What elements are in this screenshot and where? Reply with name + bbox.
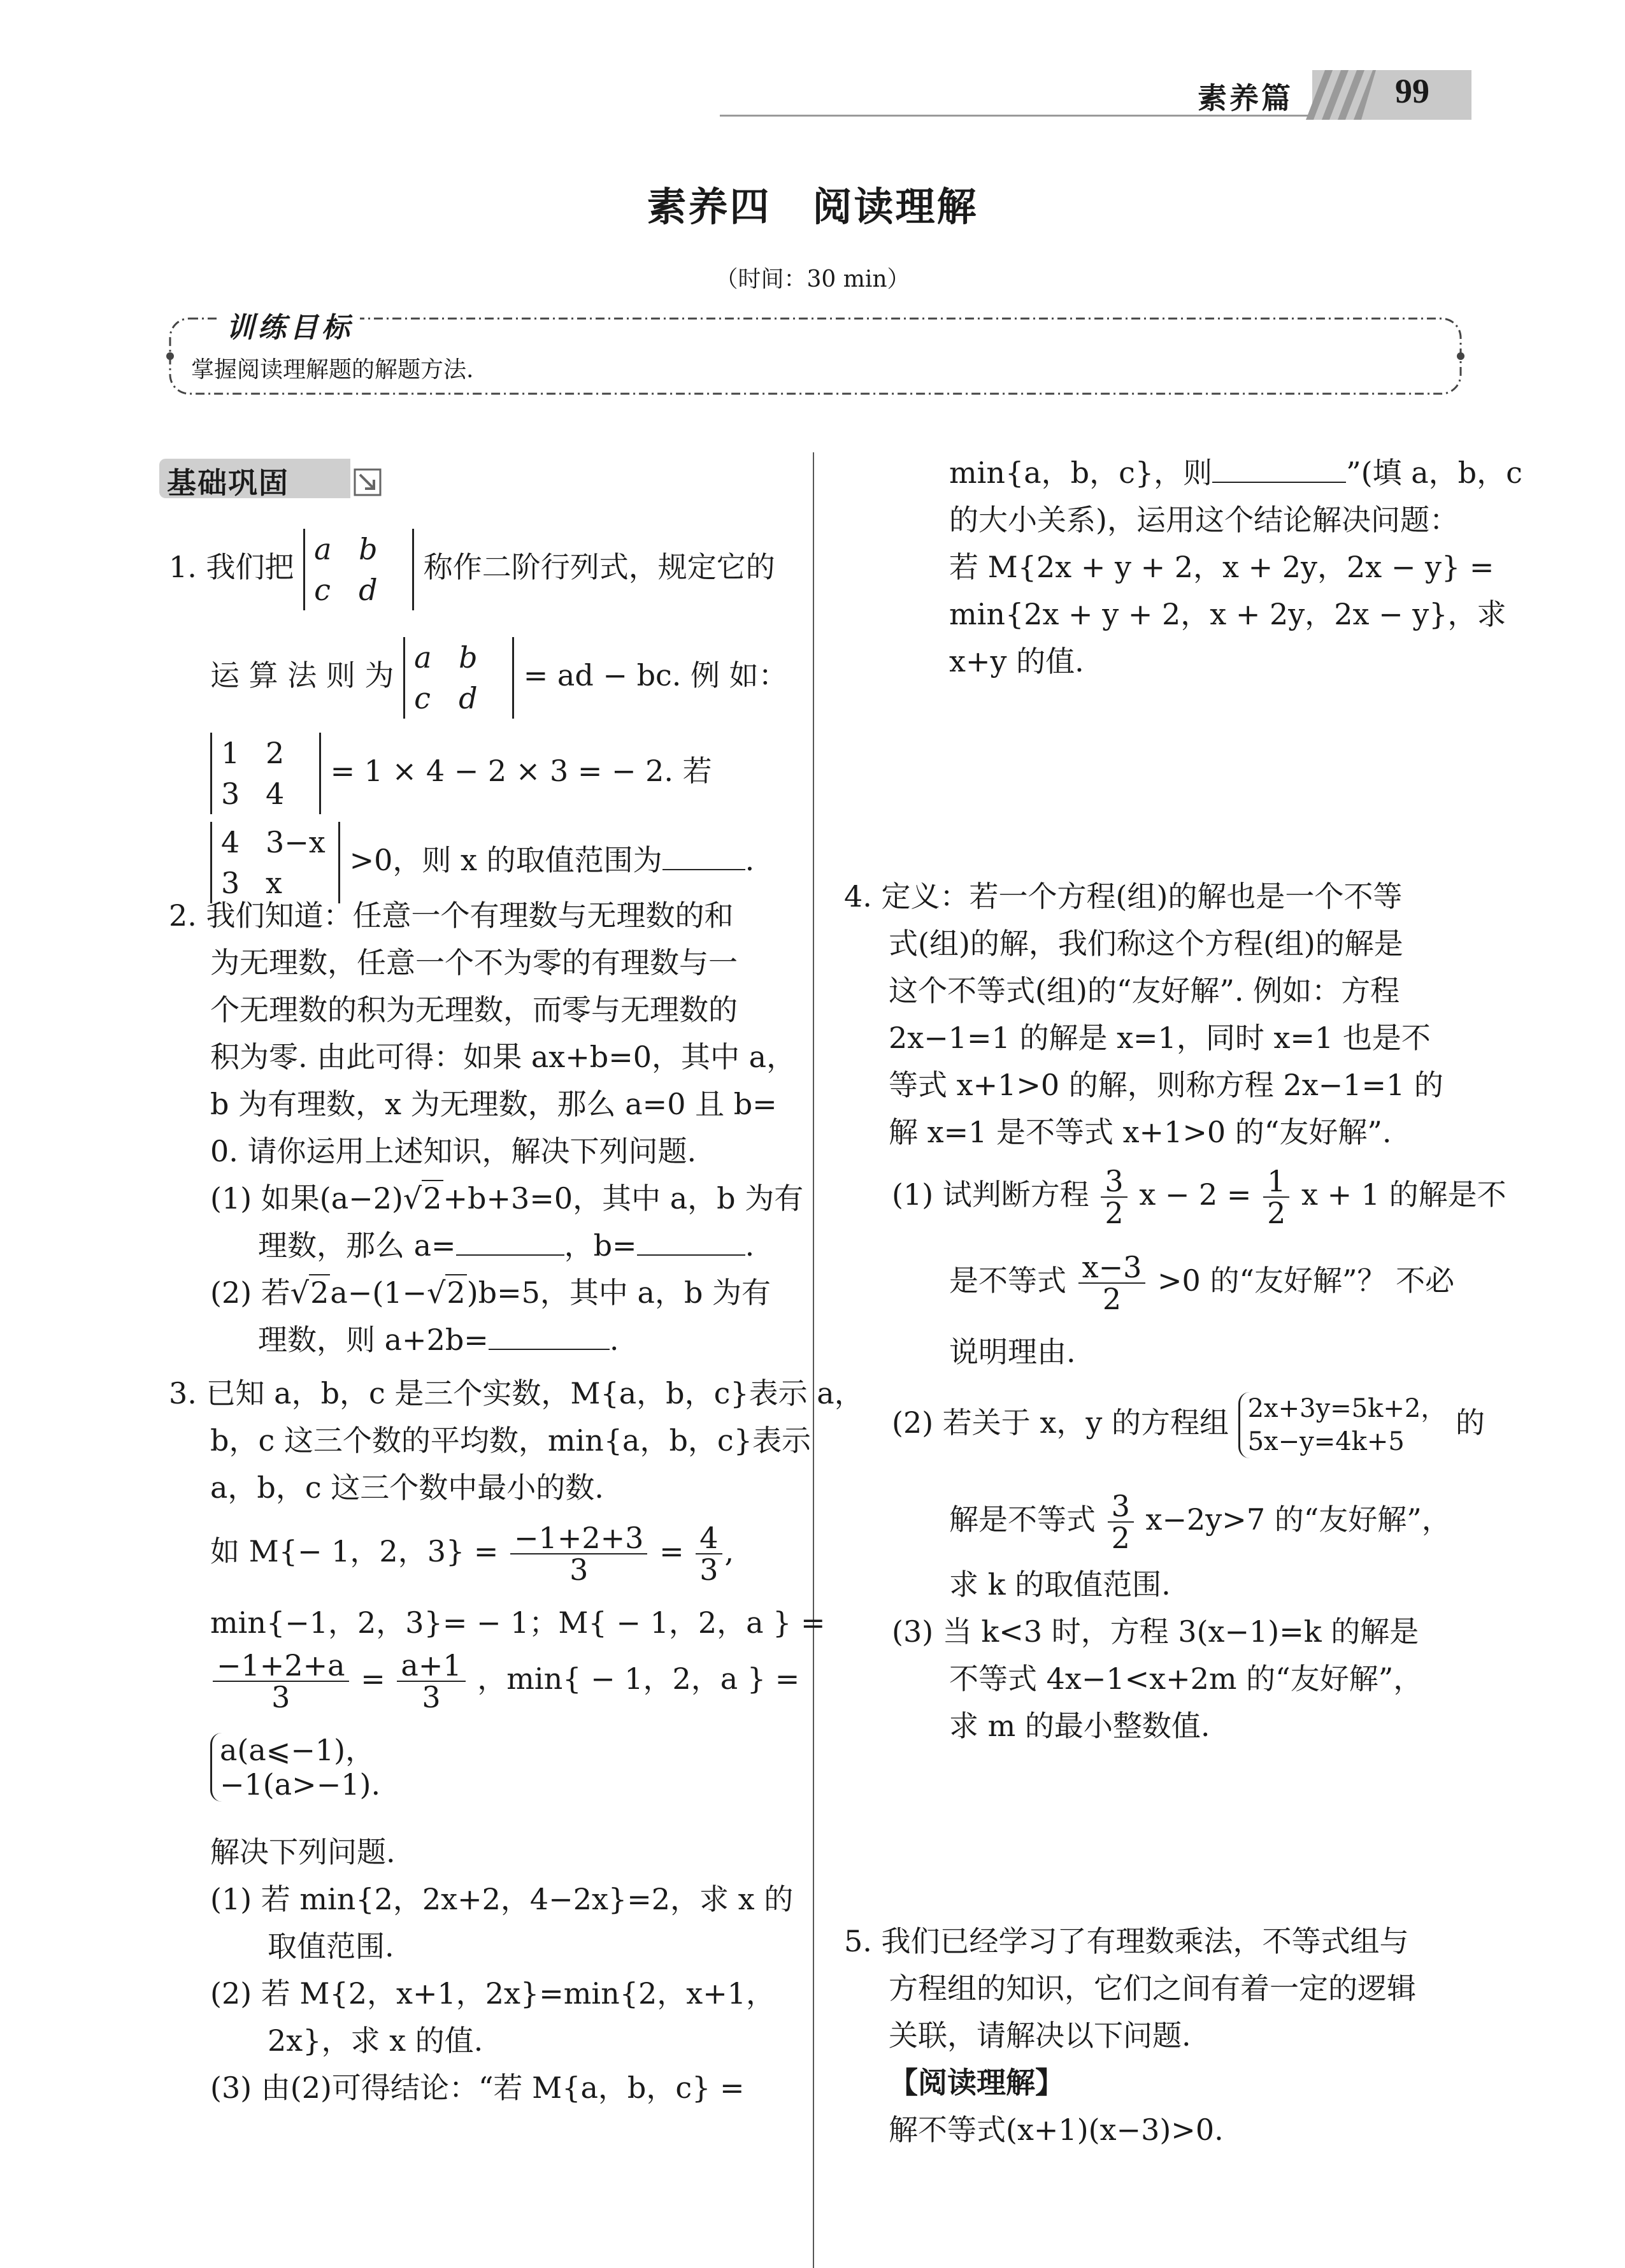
q5-number: 5. <box>844 1924 872 1958</box>
q3-frac4 <box>397 1650 465 1712</box>
q3-p2a: (2) 若 M{2，x+1，2x}=min{2，x+1， <box>210 1976 776 2011</box>
q2-p2a: (2) 若 <box>210 1275 290 1310</box>
q1-line4 <box>210 822 754 903</box>
q3-line: b，c 这三个数的平均数，min{a，b，c}表示 <box>210 1423 811 1458</box>
q5-subheading: 【阅读理解】 <box>889 2065 1064 2100</box>
q3-ex1a: 如 M{− 1，2，3} = <box>210 1534 499 1568</box>
det-cell: 1 <box>221 736 240 770</box>
q4-line: 定义：若一个方程(组)的解也是一个不等 <box>881 879 1403 914</box>
arrow-down-right-icon <box>354 468 382 496</box>
q3-p3e: 若 M{2x + y + 2，x + 2y，2x − y} = <box>949 550 1494 584</box>
frac-num: 1 <box>1263 1166 1289 1198</box>
q2-blank-b[interactable] <box>637 1229 745 1256</box>
q1-det-abcd <box>303 529 414 610</box>
system-eq: 5x−y=4k+5 <box>1247 1427 1405 1456</box>
q4-line: 式(组)的解，我们称这个方程(组)的解是 <box>889 926 1403 961</box>
q3-line: 已知 a，b，c 是三个实数，M{a，b，c}表示 a， <box>206 1376 864 1410</box>
q3-ex3f: ，min{ − 1，2，a } = <box>477 1662 800 1696</box>
q2-blank-a[interactable] <box>456 1229 564 1256</box>
q4-number: 4. <box>844 879 872 914</box>
goal-label: 训练目标 <box>220 305 360 345</box>
frac-num: 3 <box>1101 1166 1127 1198</box>
q1-text-d: = ad − bc. 例 如： <box>523 658 788 693</box>
q3-p3a: (3) 由(2)可得结论：“若 M{a，b，c} = <box>210 2071 745 2105</box>
q5-line: 关联，请解决以下问题. <box>889 2018 1191 2053</box>
q3-p3f: min{2x + y + 2，x + 2y，2x − y}，求 <box>949 597 1507 631</box>
q4-line: 解 x=1 是不等式 x+1>0 的“友好解”. <box>889 1115 1392 1149</box>
q1-text-a: 我们把 <box>206 550 294 584</box>
q2-line: 积为零. 由此可得：如果 ax+b=0，其中 a， <box>210 1040 796 1074</box>
q3-p3d: 的大小关系)，运用这个结论解决问题： <box>949 503 1459 537</box>
q2-line: 个无理数的积为无理数，而零与无理数的 <box>210 993 738 1027</box>
q4-p1a: (1) 试判断方程 <box>892 1177 1089 1212</box>
q2-block <box>169 892 803 1363</box>
frac-den: 3 <box>569 1553 589 1587</box>
q1-det-x <box>210 822 340 903</box>
q4-p1d: 是不等式 <box>949 1263 1066 1298</box>
q1-line1 <box>169 529 775 610</box>
frac-den: 3 <box>699 1553 719 1587</box>
q3-p1a: (1) 若 min{2，2x+2，4−2x}=2，求 x 的 <box>210 1882 794 1916</box>
time-limit: （时间：30 min） <box>715 266 910 292</box>
q1-text-f: >0，则 x 的取值范围为 <box>349 843 662 877</box>
det-cell: c <box>414 681 431 715</box>
q4-part1-line3: 说明理由. <box>949 1335 1076 1369</box>
frac-den: 2 <box>1267 1196 1286 1230</box>
q1-text-e: = 1 × 4 − 2 × 3 = − 2. 若 <box>330 754 712 788</box>
q4-part2-line2 <box>949 1491 1451 1553</box>
q4-part2-line1 <box>892 1392 1485 1458</box>
header-section: 素养篇 <box>1198 81 1293 115</box>
q2-line: 为无理数，任意一个不为零的有理数与一 <box>210 945 738 980</box>
q4-p1c: x + 1 的解是不 <box>1301 1177 1507 1212</box>
q4-frac4 <box>1108 1491 1134 1553</box>
det-cell: c <box>314 573 331 607</box>
system-eq: 2x+3y=5k+2， <box>1247 1394 1447 1423</box>
q4-p2d: x−2y>7 的“友好解”， <box>1145 1502 1451 1537</box>
q4-part1-line1 <box>892 1166 1507 1228</box>
q4-frac3 <box>1078 1252 1146 1314</box>
q2-blank-c[interactable] <box>489 1323 610 1350</box>
q3-p3c: ”(填 a，b，c <box>1346 456 1522 490</box>
q2-part1-line1: (1) 如果(a−2)√2+b+3=0，其中 a，b 为有 <box>210 1181 804 1216</box>
q4-p3b: 不等式 4x−1<x+2m 的“友好解”， <box>949 1662 1423 1696</box>
det-cell: 2 <box>266 736 285 770</box>
det-cell: 4 <box>221 825 240 859</box>
case-line: a(a⩽−1)， <box>220 1733 375 1767</box>
case-line: −1(a>−1). <box>220 1767 381 1802</box>
q4-p1e: >0 的“友好解”？ 不必 <box>1157 1263 1455 1298</box>
sqrt-radicand: 2 <box>310 1275 329 1310</box>
frac-num: −1+2+3 <box>510 1523 647 1554</box>
q4-block <box>844 873 1443 1156</box>
det-cell: d <box>459 681 478 715</box>
q2-p1b: +b+3=0，其中 a，b 为有 <box>443 1181 804 1216</box>
q3-block <box>169 1370 864 1511</box>
q3-p2b: 2x}，求 x 的值. <box>268 2023 483 2058</box>
column-divider <box>813 452 814 2268</box>
frac-num: −1+2+a <box>213 1650 349 1682</box>
q3-continued <box>949 449 1522 685</box>
frac-den: 3 <box>422 1680 441 1714</box>
q3-parts <box>210 1828 793 2111</box>
q2-p2c: )b=5，其中 a，b 为有 <box>466 1275 771 1310</box>
q2-part2-line1: (2) 若√2a−(1−√2)b=5，其中 a，b 为有 <box>210 1275 771 1310</box>
q2-p2d: 理数，则 a+2b= <box>258 1323 489 1357</box>
frac-den: 2 <box>1111 1521 1130 1555</box>
q1-number: 1. <box>169 550 197 584</box>
q4-p1b: x − 2 = <box>1139 1177 1252 1212</box>
q1-text-b: 称作二阶行列式，规定它的 <box>423 550 775 584</box>
q2-number: 2. <box>169 898 197 933</box>
frac-num: x−3 <box>1078 1252 1146 1284</box>
q3-number: 3. <box>169 1376 197 1410</box>
det-cell: a <box>314 532 332 566</box>
q4-system <box>1238 1392 1447 1458</box>
section-tag: 基础巩固 <box>167 466 289 500</box>
q3-example1: 如 M{− 1，2，3} = $\frac{-1+2+3}{3}$ = $\frac{4}{3}$ , <box>210 1521 734 1587</box>
goal-text: 掌握阅读理解题的解题方法. <box>191 357 474 383</box>
frac-num: 3 <box>1108 1491 1134 1523</box>
q2-p1c: 理数，那么 a= <box>258 1228 456 1263</box>
q2-line: 0. 请你运用上述知识，解决下列问题. <box>210 1134 697 1168</box>
q5-line: 解不等式(x+1)(x−3)>0. <box>889 2113 1224 2147</box>
q4-p2e: 求 k 的取值范围. <box>949 1567 1171 1602</box>
q3-piecewise <box>210 1733 380 1802</box>
q4-p2b: 的 <box>1455 1405 1485 1440</box>
q3-frac2 <box>696 1523 722 1585</box>
frac-num: a+1 <box>397 1650 465 1682</box>
det-cell: b <box>459 640 478 675</box>
q4-p2a: (2) 若关于 x，y 的方程组 <box>892 1405 1229 1440</box>
q1-line2 <box>210 637 788 719</box>
q3-solve: 解决下列问题. <box>210 1835 396 1869</box>
q1-det-1234 <box>210 733 321 814</box>
q3-example3 <box>210 1650 799 1712</box>
header-stripes <box>1293 70 1376 121</box>
frac-den: 2 <box>1105 1196 1124 1230</box>
q2-p1a: (1) 如果(a−2) <box>210 1181 403 1216</box>
det-cell: x <box>266 866 282 900</box>
q4-p3a: (3) 当 k<3 时，方程 3(x−1)=k 的解是 <box>892 1614 1419 1649</box>
q2-part2-line2: 理数，则 a+2b= . <box>258 1323 619 1357</box>
q2-p1d: ，b= <box>564 1228 637 1263</box>
frac-den: 3 <box>271 1680 290 1714</box>
frac-num: 4 <box>696 1523 722 1554</box>
q4-part2-3 <box>892 1561 1422 1749</box>
q3-p1b: 取值范围. <box>268 1929 394 1963</box>
page-number: 99 <box>1395 72 1429 110</box>
q1-answer-blank[interactable] <box>662 843 745 870</box>
q1-text-c: 运 算 法 则 为 <box>210 658 394 693</box>
sqrt-radicand: 2 <box>423 1181 442 1216</box>
sqrt-radicand: 2 <box>447 1275 466 1310</box>
q4-p3c: 求 m 的最小整数值. <box>949 1709 1210 1743</box>
det-cell: 3 <box>221 866 240 900</box>
page-title: 素养四 阅读理解 <box>647 183 978 230</box>
q5-block <box>844 1918 1416 2153</box>
q3-eq: = <box>659 1534 684 1568</box>
q1-period: . <box>745 843 755 877</box>
q1-line3 <box>210 733 712 814</box>
frac-den: 2 <box>1102 1282 1122 1316</box>
q3-p3g: x+y 的值. <box>949 644 1084 678</box>
q2-line: 我们知道：任意一个有理数与无理数的和 <box>206 898 734 933</box>
q3-eq: = <box>361 1662 385 1696</box>
det-cell: 4 <box>266 777 285 811</box>
q4-line: 这个不等式(组)的“友好解”. 例如：方程 <box>889 973 1400 1008</box>
q4-line: 2x−1=1 的解是 x=1，同时 x=1 也是不 <box>889 1021 1431 1055</box>
q2-part1-line2: 理数，那么 a= ，b= . <box>258 1228 755 1263</box>
det-cell: 3 <box>221 777 240 811</box>
q4-p2c: 解是不等式 <box>949 1502 1096 1537</box>
q2-p2b: a−(1− <box>330 1275 427 1310</box>
q4-frac1 <box>1101 1166 1127 1228</box>
q4-line: 等式 x+1>0 的解，则称方程 2x−1=1 的 <box>889 1068 1443 1102</box>
q3-frac1 <box>510 1523 647 1585</box>
q3-cases <box>210 1733 380 1802</box>
q3-frac3 <box>213 1650 349 1712</box>
det-cell: d <box>359 573 378 607</box>
q2-line: b 为有理数，x 为无理数，那么 a=0 且 b= <box>210 1087 777 1121</box>
q4-frac2 <box>1263 1166 1289 1228</box>
q5-line: 方程组的知识，它们之间有着一定的逻辑 <box>889 1971 1416 2006</box>
q1-det-abcd-2 <box>403 637 514 719</box>
det-cell: 3−x <box>266 825 326 859</box>
q4-part1-line2 <box>949 1252 1454 1314</box>
q3-blank[interactable] <box>1212 456 1346 483</box>
q3-example2: min{−1，2，3}= − 1；M{ − 1，2，a } = <box>210 1605 826 1640</box>
det-cell: b <box>359 532 378 566</box>
q3-p3b: min{a，b，c}，则 <box>949 456 1213 490</box>
det-cell: a <box>414 640 432 675</box>
q3-line: a，b，c 这三个数中最小的数. <box>210 1470 604 1505</box>
q5-line: 我们已经学习了有理数乘法，不等式组与 <box>881 1924 1409 1958</box>
